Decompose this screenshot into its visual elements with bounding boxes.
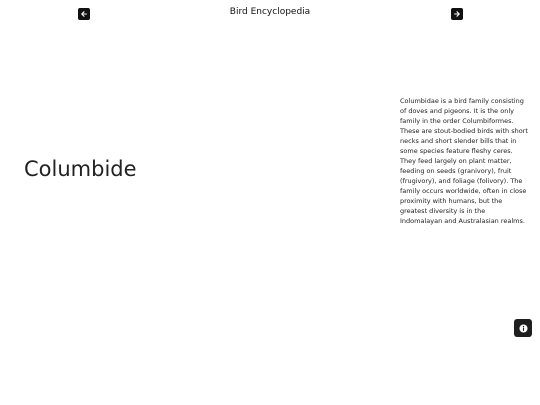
bird-family-heading: Columbide: [24, 157, 137, 181]
arrow-right-icon: [453, 10, 461, 18]
bird-family-description: Columbidae is a bird family consisting of doves and pigeons. It is the only family in the order Columbiformes. These are stout-bodied birds with short necks and short slender bills that in some species feature fleshy ceres. They feed largely on plant matter, feeding on seeds (granivory), fruit (frugivory), and foliage (folivory). The family occurs worldwide, often in close proximity with humans, but the greatest diversity is in the Indomalayan and Australasian realms.: [400, 97, 528, 225]
next-button[interactable]: [451, 8, 463, 20]
page-title: Bird Encyclopedia: [229, 7, 311, 17]
info-button[interactable]: [514, 319, 532, 337]
info-icon: [519, 324, 528, 333]
